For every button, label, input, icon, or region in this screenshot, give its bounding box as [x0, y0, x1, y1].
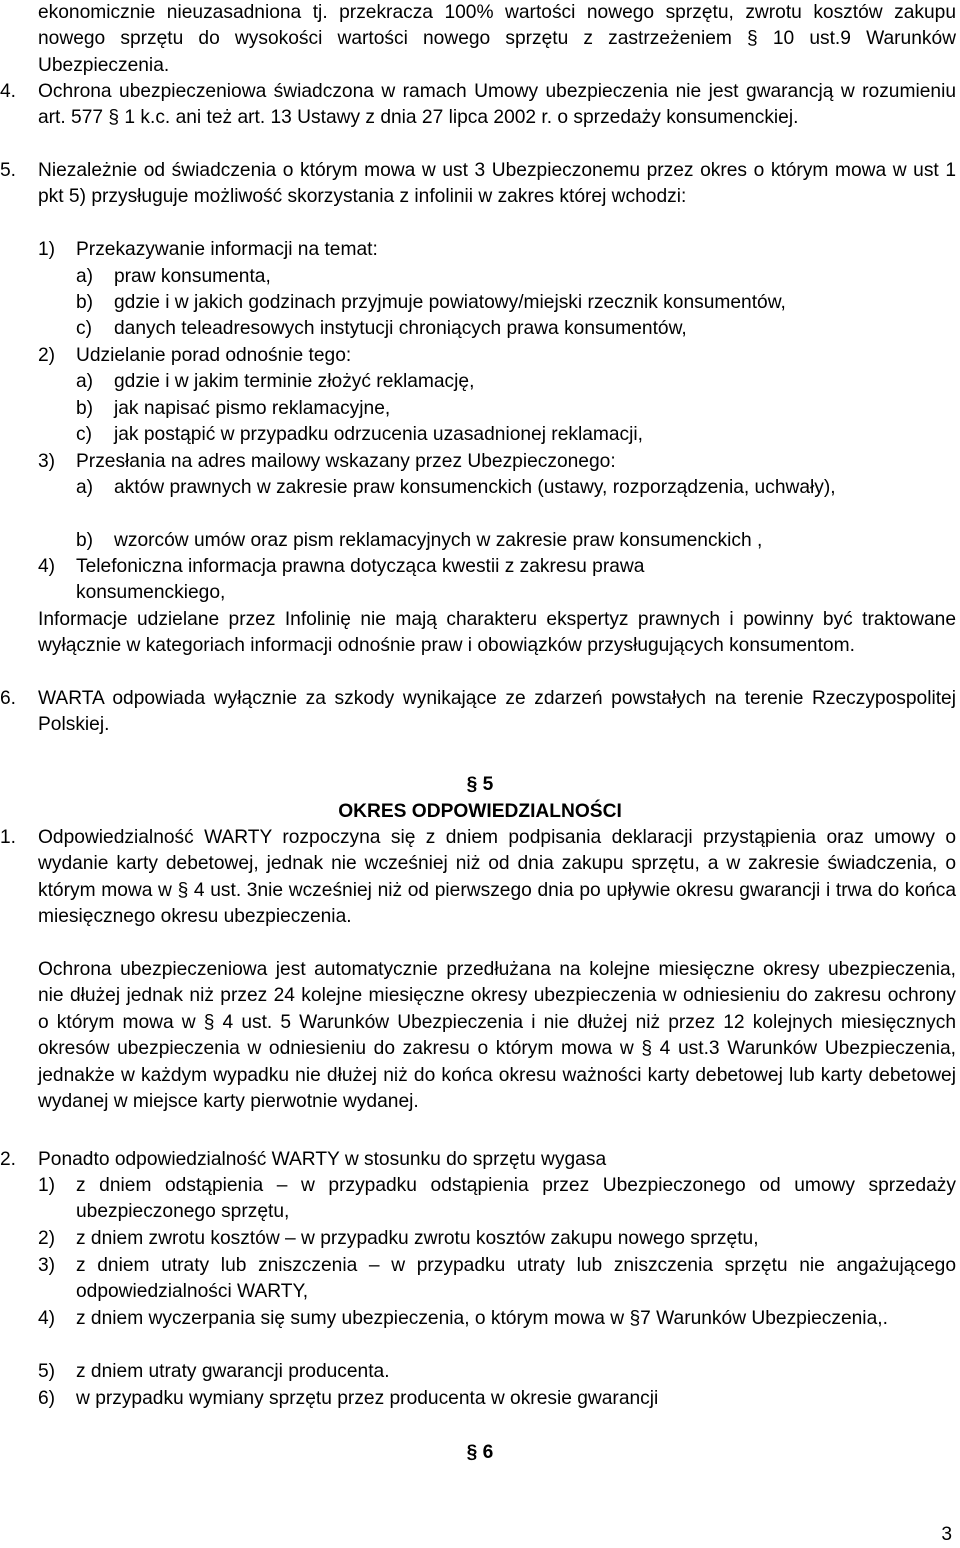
paragraph-item4: [0, 79, 956, 132]
paragraph-info-note: Informacje udzielane przez Infolinię nie mają charakteru ekspertyz prawnych i powinny być traktowane wyłącznie w kategoriach informacji odnośnie praw i obowiązków przysługujących konsumentom.: [38, 609, 956, 657]
list-item-text: Telefoniczna informacja prawna dotycząca kwestii z zakresu prawa konsumenckiego,: [76, 556, 645, 604]
paragraph-s5-item1-continuation: Ochrona ubezpieczeniowa jest automatycznie przedłużana na kolejne miesięczne okresy ubezpieczenia, nie dłużej jednak niż przez 24 kolejne miesięczne okresy ubezpieczenia w odniesieniu do zakresu ochrony o którym mowa w § 4 ust. 5 Warunków Ubezpieczenia i nie dłużej niż przez 12 kolejnych miesięcznych okresów ubezpieczenia w odniesieniu do zakresu o którym mowa w § 4 ust.3 Warunków Ubezpieczenia, jednakże w każdym wypadku nie dłużej niż do końca okresu ważności karty debetowej lub karty debetowej wydanej w miejsce karty pierwotnie wydanej.: [38, 959, 956, 1113]
s5-list-item-6: 6) w przypadku wymiany sprzętu przez producenta w okresie gwarancji: [38, 1388, 659, 1409]
item-number: 1.: [0, 827, 17, 848]
list-item-text: Udzielanie porad odnośnie tego:: [76, 345, 352, 366]
s5-list-item-5: 5) z dniem utraty gwarancji producenta.: [38, 1361, 390, 1382]
sub-item: a) aktów prawnych w zakresie praw konsumenckich (ustawy, rozporządzenia, uchwały),: [76, 477, 836, 498]
list-item-number: 4): [38, 556, 56, 577]
s5-list-item-2: 2) z dniem zwrotu kosztów – w przypadku zwrotu kosztów zakupu nowego sprzętu,: [38, 1228, 759, 1249]
list-item-3: [38, 449, 616, 475]
list-item-text: Przesłania na adres mailowy wskazany przez Ubezpieczonego:: [76, 451, 616, 472]
item-text: WARTA odpowiada wyłącznie za szkody wynikające ze zdarzeń powstałych na terenie Rzeczypospolitej Polskiej.: [38, 688, 956, 736]
item-text: Ochrona ubezpieczeniowa świadczona w ramach Umowy ubezpieczenia nie jest gwarancją w rozumieniu art. 577 § 1 k.c. ani też art. 13 Ustawy z dnia 27 lipca 2002 r. o sprzedaży konsumenckiej.: [38, 81, 956, 129]
item-text: Ponadto odpowiedzialność WARTY w stosunku do sprzętu wygasa: [38, 1149, 607, 1170]
item-number: 2.: [0, 1149, 17, 1170]
list-item-1: [38, 237, 378, 263]
s5-list-item-4: 4) z dniem wyczerpania się sumy ubezpieczenia, o którym mowa w §7 Warunków Ubezpieczenia,.: [38, 1308, 888, 1329]
list-item-number: 3): [38, 451, 56, 472]
list-item-number: 2): [38, 345, 56, 366]
sub-item: c) danych teleadresowych instytucji chroniących prawa konsumentów,: [76, 318, 687, 339]
s5-list-item-1: 1) z dniem odstąpienia – w przypadku odstąpienia przez Ubezpieczonego od umowy sprzedaży ubezpieczonego sprzętu,: [38, 1175, 956, 1223]
sub-item: a) praw konsumenta,: [76, 266, 271, 287]
sub-item: c) jak postąpić w przypadku odrzucenia uzasadnionej reklamacji,: [76, 424, 644, 445]
item-text: Odpowiedzialność WARTY rozpoczyna się z dniem podpisania deklaracji przystąpienia oraz umowy o wydanie karty debetowej, jednak nie wcześniej niż od dnia zakupu sprzętu, a w zakresie świadczenia, o którym mowa w § 4 ust. 3nie wcześniej niż od pierwszego dnia po upływie okresu gwarancji i trwa do końca miesięcznego okresu ubezpieczenia.: [38, 827, 956, 928]
list-item-4: [38, 554, 778, 607]
item-text: Niezależnie od świadczenia o którym mowa w ust 3 Ubezpieczonemu przez okres o którym mowa w ust 1 pkt 5) przysługuje możliwość skorzystania z infolinii w zakres której wchodzi:: [38, 160, 956, 208]
list-item-2: [38, 343, 352, 369]
sub-item: b) gdzie i w jakich godzinach przyjmuje powiatowy/miejski rzecznik konsumentów,: [76, 292, 786, 313]
item-number: 4.: [0, 81, 17, 102]
page-number: 3: [941, 1524, 952, 1545]
sub-item: b) jak napisać pismo reklamacyjne,: [76, 398, 391, 419]
paragraph-s5-item2: [0, 1147, 956, 1173]
paragraph-item5: [0, 158, 956, 211]
section-number-heading: § 6: [466, 1442, 494, 1463]
item-number: 6.: [0, 688, 17, 709]
list-item-text: Przekazywanie informacji na temat:: [76, 239, 378, 260]
paragraph-item3-continuation: ekonomicznie nieuzasadniona tj. przekracza 100% wartości nowego sprzętu, zwrotu kosztów zakupu nowego sprzętu do wysokości wartości nowego sprzętu z zastrzeżeniem § 10 ust.9 Warunków Ubezpieczenia.: [38, 2, 956, 76]
paragraph-item6: [0, 686, 956, 739]
item-number: 5.: [0, 160, 17, 181]
section-title-heading: OKRES ODPOWIEDZIALNOŚCI: [338, 801, 622, 822]
s5-list-item-3: 3) z dniem utraty lub zniszczenia – w przypadku utraty lub zniszczenia sprzętu nie angażującego odpowiedzialności WARTY,: [38, 1255, 956, 1303]
sub-item: b) wzorców umów oraz pism reklamacyjnych w zakresie praw konsumenckich ,: [76, 530, 763, 551]
list-item-number: 1): [38, 239, 56, 260]
paragraph-s5-item1: [0, 825, 956, 931]
sub-item: a) gdzie i w jakim terminie złożyć reklamację,: [76, 371, 475, 392]
section-number-heading: § 5: [466, 774, 494, 795]
